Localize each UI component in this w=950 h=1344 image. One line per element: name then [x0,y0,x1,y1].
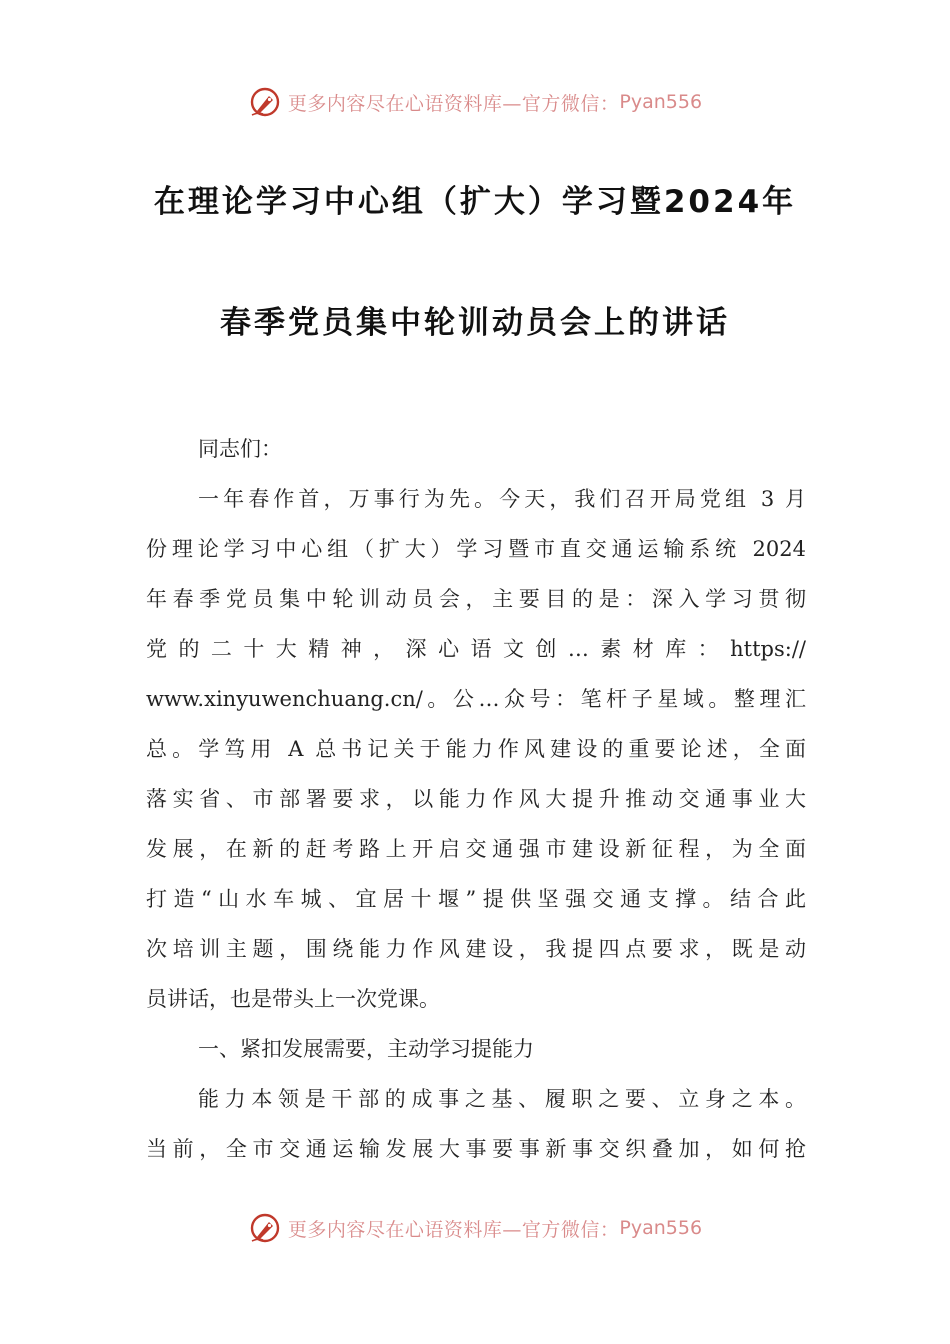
paragraph-line: 发展，在新的赶考路上开启交通强市建设新征程，为全面 [146,837,806,861]
pen-nib-logo-icon [248,1211,282,1245]
banner-wechat-id: Pyan556 [619,91,703,113]
paragraph-line: 年春季党员集中轮训动员会，主要目的是：深入学习贯彻 [146,587,806,611]
paragraph-line: 次培训主题，围绕能力作风建设，我提四点要求，既是动 [146,937,806,961]
banner-text: 更多内容尽在心语资料库—官方微信： [287,1218,620,1241]
paragraph-line: 份理论学习中心组（扩大）学习暨市直交通运输系统 2024 [146,537,806,561]
document-title-line-1: 在理论学习中心组（扩大）学习暨2024年 [153,184,797,220]
document-body [146,424,806,1174]
pen-nib-logo-icon [248,85,282,119]
paragraph-line: 一年春作首，万事行为先。今天，我们召开局党组 3 月 [198,487,806,511]
paragraph-line: www.xinyuwenchuang.cn/。公…众号：笔杆子星域。整理汇 [146,687,806,711]
paragraph-line: 落实省、市部署要求，以能力作风大提升推动交通事业大 [146,787,806,811]
section-heading: 一、紧扣发展需要，主动学习提能力 [198,1037,534,1061]
salutation: 同志们： [198,437,282,461]
paragraph-line: 党的二十大精神，深心语文创…素材库：https:// [146,637,806,661]
document-title-line-2: 春季党员集中轮训动员会上的讲话 [220,305,730,341]
banner-text: 更多内容尽在心语资料库—官方微信： [287,92,620,115]
watermark-banner-top [0,82,950,122]
paragraph-line: 打造“山水车城、宜居十堰”提供坚强交通支撑。结合此 [146,887,806,911]
paragraph-line: 能力本领是干部的成事之基、履职之要、立身之本。 [198,1087,806,1111]
paragraph-line: 总。学笃用 A 总书记关于能力作风建设的重要论述，全面 [146,737,806,761]
banner-wechat-id: Pyan556 [619,1217,703,1239]
watermark-banner-bottom [0,1208,950,1248]
paragraph-line: 员讲话，也是带头上一次党课。 [146,987,440,1011]
paragraph-line: 当前，全市交通运输发展大事要事新事交织叠加，如何抢 [146,1137,806,1161]
